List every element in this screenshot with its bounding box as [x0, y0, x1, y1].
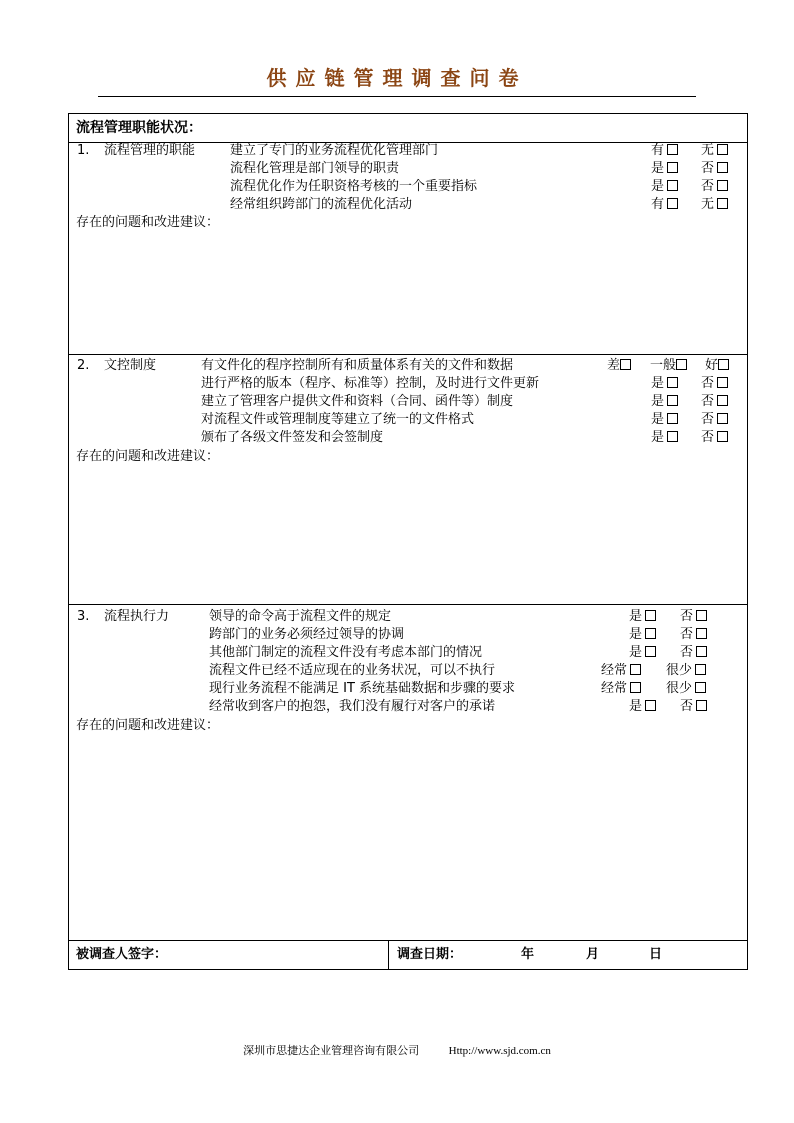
checkbox[interactable]: [667, 377, 678, 388]
question-text: 建立了专门的业务流程优化管理部门: [230, 143, 439, 158]
checkbox[interactable]: [718, 359, 729, 370]
section-number: 2.: [77, 358, 90, 373]
divider: [69, 354, 747, 355]
answer-option[interactable]: 否: [701, 411, 728, 429]
answer-option[interactable]: 经常: [601, 662, 641, 680]
answer-option[interactable]: 一般: [650, 357, 687, 375]
section-name: 流程执行力: [104, 609, 170, 624]
checkbox[interactable]: [717, 413, 728, 424]
answer-option[interactable]: 否: [701, 160, 728, 178]
checkbox[interactable]: [667, 413, 678, 424]
question-text: 流程优化作为任职资格考核的一个重要指标: [230, 179, 478, 194]
question-text: 流程化管理是部门领导的职责: [230, 161, 400, 176]
answer-option[interactable]: 是: [629, 608, 656, 626]
answer-option[interactable]: 是: [651, 429, 678, 447]
company-url: Http://www.sjd.com.cn: [448, 1045, 551, 1057]
answer-option[interactable]: 否: [680, 644, 707, 662]
answer-option[interactable]: 否: [701, 178, 728, 196]
answer-option[interactable]: 无: [701, 196, 728, 214]
column-divider: [388, 940, 389, 970]
question-text: 建立了管理客户提供文件和资料（合同、函件等）制度: [201, 394, 514, 409]
checkbox[interactable]: [717, 431, 728, 442]
answer-option[interactable]: 很少: [666, 680, 706, 698]
checkbox[interactable]: [696, 700, 707, 711]
answer-option[interactable]: 有: [651, 142, 678, 160]
question-text: 其他部门制定的流程文件没有考虑本部门的情况: [209, 645, 483, 660]
checkbox[interactable]: [630, 682, 641, 693]
checkbox[interactable]: [696, 628, 707, 639]
answer-option[interactable]: 是: [629, 698, 656, 716]
question-text: 经常组织跨部门的流程优化活动: [230, 197, 413, 212]
page-footer: [0, 1042, 794, 1058]
page-title: 供应链管理调查问卷: [266, 66, 528, 90]
year-label: 年: [521, 947, 535, 962]
answer-option[interactable]: 好: [705, 357, 729, 375]
answer-option[interactable]: 是: [651, 375, 678, 393]
problems-label: 存在的问题和改进建议：: [76, 718, 220, 733]
date-label: 调查日期：: [397, 947, 463, 962]
checkbox[interactable]: [667, 162, 678, 173]
form-header: 流程管理职能状况：: [76, 120, 202, 136]
divider: [69, 940, 747, 941]
checkbox[interactable]: [645, 610, 656, 621]
question-text: 颁布了各级文件签发和会签制度: [201, 430, 384, 445]
checkbox[interactable]: [695, 664, 706, 675]
divider: [69, 604, 747, 605]
checkbox[interactable]: [676, 359, 687, 370]
question-text: 流程文件已经不适应现在的业务状况，可以不执行: [209, 663, 496, 678]
answer-option[interactable]: 差: [607, 357, 631, 375]
question-text: 对流程文件或管理制度等建立了统一的文件格式: [201, 412, 475, 427]
checkbox[interactable]: [645, 700, 656, 711]
checkbox[interactable]: [717, 395, 728, 406]
question-text: 有文件化的程序控制所有和质量体系有关的文件和数据: [201, 358, 514, 373]
day-label: 日: [649, 947, 663, 962]
answer-option[interactable]: 是: [629, 626, 656, 644]
checkbox[interactable]: [667, 144, 678, 155]
checkbox[interactable]: [717, 377, 728, 388]
checkbox[interactable]: [645, 646, 656, 657]
question-text: 跨部门的业务必须经过领导的协调: [209, 627, 405, 642]
checkbox[interactable]: [696, 646, 707, 657]
answer-option[interactable]: 是: [651, 411, 678, 429]
problems-label: 存在的问题和改进建议：: [76, 449, 220, 464]
question-text: 领导的命令高于流程文件的规定: [209, 609, 392, 624]
section-name: 文控制度: [104, 358, 157, 373]
checkbox[interactable]: [667, 395, 678, 406]
section-number: 3.: [77, 609, 90, 624]
answer-option[interactable]: 经常: [601, 680, 641, 698]
answer-option[interactable]: 否: [701, 375, 728, 393]
answer-option[interactable]: 很少: [666, 662, 706, 680]
answer-option[interactable]: 是: [651, 160, 678, 178]
answer-option[interactable]: 有: [651, 196, 678, 214]
section-number: 1.: [77, 143, 90, 158]
company-name: 深圳市思捷达企业管理咨询有限公司: [243, 1044, 420, 1057]
checkbox[interactable]: [645, 628, 656, 639]
checkbox[interactable]: [717, 180, 728, 191]
answer-option[interactable]: 无: [701, 142, 728, 160]
title-divider: [98, 96, 696, 97]
checkbox[interactable]: [717, 162, 728, 173]
answer-option[interactable]: 是: [651, 178, 678, 196]
checkbox[interactable]: [667, 198, 678, 209]
question-text: 进行严格的版本（程序、标准等）控制，及时进行文件更新: [201, 376, 540, 391]
month-label: 月: [586, 947, 600, 962]
answer-option[interactable]: 是: [629, 644, 656, 662]
answer-option[interactable]: 否: [680, 608, 707, 626]
checkbox[interactable]: [717, 144, 728, 155]
problems-label: 存在的问题和改进建议：: [76, 215, 220, 230]
signature-label: 被调查人签字：: [76, 947, 168, 962]
section-name: 流程管理的职能: [104, 143, 196, 158]
question-text: 经常收到客户的抱怨，我们没有履行对客户的承诺: [209, 699, 496, 714]
checkbox[interactable]: [667, 431, 678, 442]
answer-option[interactable]: 否: [701, 393, 728, 411]
answer-option[interactable]: 否: [701, 429, 728, 447]
answer-option[interactable]: 是: [651, 393, 678, 411]
checkbox[interactable]: [620, 359, 631, 370]
question-text: 现行业务流程不能满足 IT 系统基础数据和步骤的要求: [209, 681, 516, 696]
answer-option[interactable]: 否: [680, 626, 707, 644]
checkbox[interactable]: [717, 198, 728, 209]
checkbox[interactable]: [667, 180, 678, 191]
survey-form: [68, 113, 748, 970]
checkbox[interactable]: [630, 664, 641, 675]
checkbox[interactable]: [695, 682, 706, 693]
checkbox[interactable]: [696, 610, 707, 621]
answer-option[interactable]: 否: [680, 698, 707, 716]
